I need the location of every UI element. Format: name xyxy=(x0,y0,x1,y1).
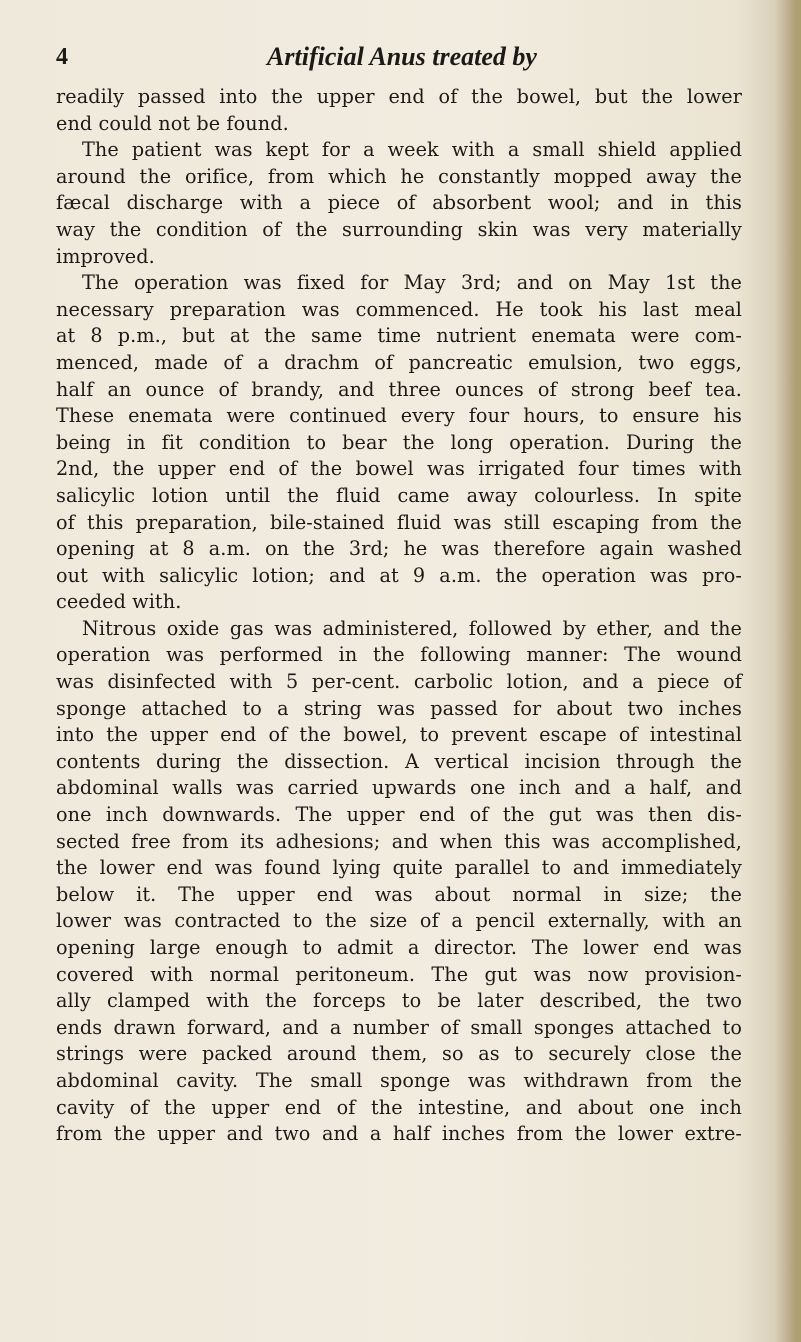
text-line: sponge attached to a string was passed for about two inches xyxy=(56,696,742,720)
text-line: salicylic lotion until the fluid came away colourless. In spite xyxy=(56,483,742,507)
text-line: operation was performed in the following manner: The wound xyxy=(56,643,742,667)
text-line: contents during the dissection. A vertical incision through the xyxy=(56,749,742,773)
running-title: Artificial Anus treated by xyxy=(267,42,537,71)
text-line: half an ounce of brandy, and three ounces of strong beef tea. xyxy=(56,377,742,401)
text-line: improved. xyxy=(56,244,155,268)
text-line: from the upper and two and a half inches from the lower extre- xyxy=(56,1122,742,1146)
text-line: around the orifice, from which he constantly mopped away the xyxy=(56,164,742,188)
text-line: ceeded with. xyxy=(56,590,182,614)
text-line: abdominal cavity. The small sponge was withdrawn from the xyxy=(56,1068,742,1092)
page-header xyxy=(56,40,748,80)
text-line: abdominal walls was carried upwards one inch and a half, and xyxy=(56,776,742,800)
text-line: readily passed into the upper end of the bowel, but the lower xyxy=(56,85,742,108)
text-line: opening at 8 a.m. on the 3rd; he was therefore again washed xyxy=(56,537,742,561)
body-text xyxy=(56,84,742,1148)
text-line: at 8 p.m., but at the same time nutrient enemata were com- xyxy=(56,324,742,348)
text-line: The operation was fixed for May 3rd; and on May 1st the xyxy=(82,271,742,295)
text-line: 2nd, the upper end of the bowel was irrigated four times with xyxy=(56,457,742,481)
text-line: of this preparation, bile-stained fluid was still escaping from the xyxy=(56,510,742,534)
text-line: below it. The upper end was about normal in size; the xyxy=(56,882,742,906)
text-line: into the upper end of the bowel, to prevent escape of intestinal xyxy=(56,723,742,747)
text-line: one inch downwards. The upper end of the gut was then dis- xyxy=(56,803,742,827)
text-line: cavity of the upper end of the intestine, and about one inch xyxy=(56,1095,742,1119)
text-line: strings were packed around them, so as to securely close the xyxy=(56,1042,742,1066)
text-line: covered with normal peritoneum. The gut was now provision- xyxy=(56,962,742,986)
text-line: way the condition of the surrounding skin was very materially xyxy=(56,217,742,241)
text-line: necessary preparation was commenced. He took his last meal xyxy=(56,297,742,321)
page-edge-shadow xyxy=(775,0,801,1342)
page-number: 4 xyxy=(56,44,68,70)
text-line: ally clamped with the forceps to be later described, the two xyxy=(56,989,742,1013)
text-line: Nitrous oxide gas was administered, followed by ether, and the xyxy=(82,616,742,640)
text-line: fæcal discharge with a piece of absorbent wool; and in this xyxy=(56,191,742,215)
text-line: was disinfected with 5 per-cent. carbolic lotion, and a piece of xyxy=(56,670,742,694)
text-line: lower was contracted to the size of a pencil externally, with an xyxy=(56,909,742,933)
text-line: menced, made of a drachm of pancreatic emulsion, two eggs, xyxy=(56,350,742,374)
text-line: These enemata were continued every four hours, to ensure his xyxy=(56,404,742,428)
text-line: opening large enough to admit a director. The lower end was xyxy=(56,936,742,959)
text-line: ends drawn forward, and a number of small sponges attached to xyxy=(56,1015,742,1039)
text-line: the lower end was found lying quite parallel to and immediately xyxy=(56,856,742,880)
text-line: sected free from its adhesions; and when this was accomplished, xyxy=(56,829,742,853)
text-line: being in fit condition to bear the long operation. During the xyxy=(56,430,742,454)
text-line: out with salicylic lotion; and at 9 a.m. the operation was pro- xyxy=(56,563,742,587)
text-line: The patient was kept for a week with a small shield applied xyxy=(82,138,742,162)
text-line: end could not be found. xyxy=(56,111,289,135)
